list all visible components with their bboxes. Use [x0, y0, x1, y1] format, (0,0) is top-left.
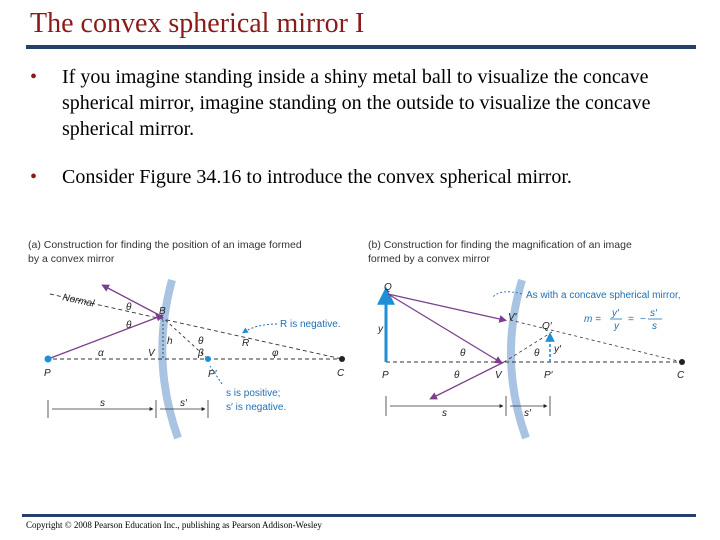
- eq-frac1-num: y′: [612, 308, 619, 319]
- point-V-prime-label: V′: [508, 312, 517, 323]
- slide-title: The convex spherical mirror I: [30, 8, 365, 39]
- reflected-ray-b: [432, 362, 504, 398]
- reflected-ray: [104, 286, 161, 316]
- center-C-label-b: C: [677, 370, 685, 381]
- caption-b-line1: (b) Construction for finding the magnification of an image: [368, 239, 632, 251]
- point-B-label: B: [159, 306, 166, 317]
- magnification-note: As with a concave spherical mirror,: [526, 290, 681, 301]
- height-h-label: h: [167, 336, 173, 347]
- bullet-text: If you imagine standing inside a shiny metal ball to visualize the concave spherical mirror, imagine standing on the outside to visualize the concave spherical mirror.: [62, 66, 651, 140]
- eq-minus: −: [640, 314, 646, 325]
- bullet-1: [30, 64, 710, 144]
- image-point-P-prime: [205, 356, 211, 362]
- image-P-prime-label: P′: [208, 369, 217, 380]
- point-Q-label: Q: [384, 282, 392, 293]
- s-label: s: [100, 398, 105, 409]
- eq-frac2-num: s′: [650, 308, 657, 319]
- eq-m: m =: [584, 314, 601, 325]
- object-point-P: [45, 356, 52, 363]
- object-P-label-b: P: [382, 370, 389, 381]
- object-P-label: P: [44, 368, 51, 379]
- panel-a: [28, 239, 345, 438]
- alpha-label: α: [98, 348, 104, 359]
- s-prime-negative-note: s′ is negative.: [226, 402, 287, 413]
- copyright-text: Copyright © 2008 Pearson Education Inc., publishing as Pearson Addison-Wesley: [26, 520, 322, 530]
- caption-a-line1: (a) Construction for finding the position of an image formed: [28, 239, 302, 251]
- figure-34-16: [22, 228, 712, 440]
- eq-frac1-den: y: [614, 321, 619, 332]
- bullet-marker: •: [30, 166, 38, 188]
- theta-label-b3: θ: [534, 348, 540, 359]
- footer-rule: [22, 514, 696, 517]
- eq-frac2-den: s: [652, 321, 657, 332]
- image-y-prime-label: y′: [554, 344, 561, 355]
- theta-label-b2: θ: [454, 370, 460, 381]
- theta-label-3: θ: [198, 336, 204, 347]
- panel-b: [368, 239, 685, 438]
- radius-R-label: R: [242, 338, 250, 349]
- s-prime-label-b: s′: [524, 408, 531, 419]
- object-y-label: y: [378, 324, 383, 335]
- center-C-label: C: [337, 368, 345, 379]
- bullet-2: [30, 164, 710, 194]
- theta-label-1: θ: [126, 302, 132, 313]
- incident-ray: [48, 316, 161, 359]
- caption-b-line2: formed by a convex mirror: [368, 253, 490, 265]
- eq-equals: =: [628, 314, 634, 325]
- vertex-V-label-b: V: [495, 370, 502, 381]
- s-label-b: s: [442, 408, 447, 419]
- ray-Q-to-V: [388, 294, 500, 362]
- phi-label: φ: [272, 348, 279, 359]
- s-positive-note: s is positive;: [226, 388, 281, 399]
- theta-label-b1: θ: [460, 348, 466, 359]
- title-underline: [26, 45, 696, 49]
- ray-Q-to-V-prime: [388, 294, 504, 320]
- caption-a-line2: by a convex mirror: [28, 253, 115, 265]
- vertex-V-label: V: [148, 348, 155, 359]
- center-point-C-b: [679, 359, 685, 365]
- r-negative-note: R is negative.: [280, 319, 341, 330]
- normal-label: Normal: [61, 292, 96, 310]
- bullet-marker: •: [30, 66, 38, 88]
- r-negative-pointer: [244, 324, 277, 332]
- center-point-C: [339, 356, 345, 362]
- bullet-text: Consider Figure 34.16 to introduce the convex spherical mirror.: [62, 166, 572, 188]
- s-prime-label: s′: [180, 398, 187, 409]
- beta-label: β: [198, 348, 204, 359]
- image-Q-prime-label: Q′: [542, 321, 552, 332]
- image-P-prime-label-b: P′: [544, 370, 553, 381]
- theta-label-2: θ: [126, 320, 132, 331]
